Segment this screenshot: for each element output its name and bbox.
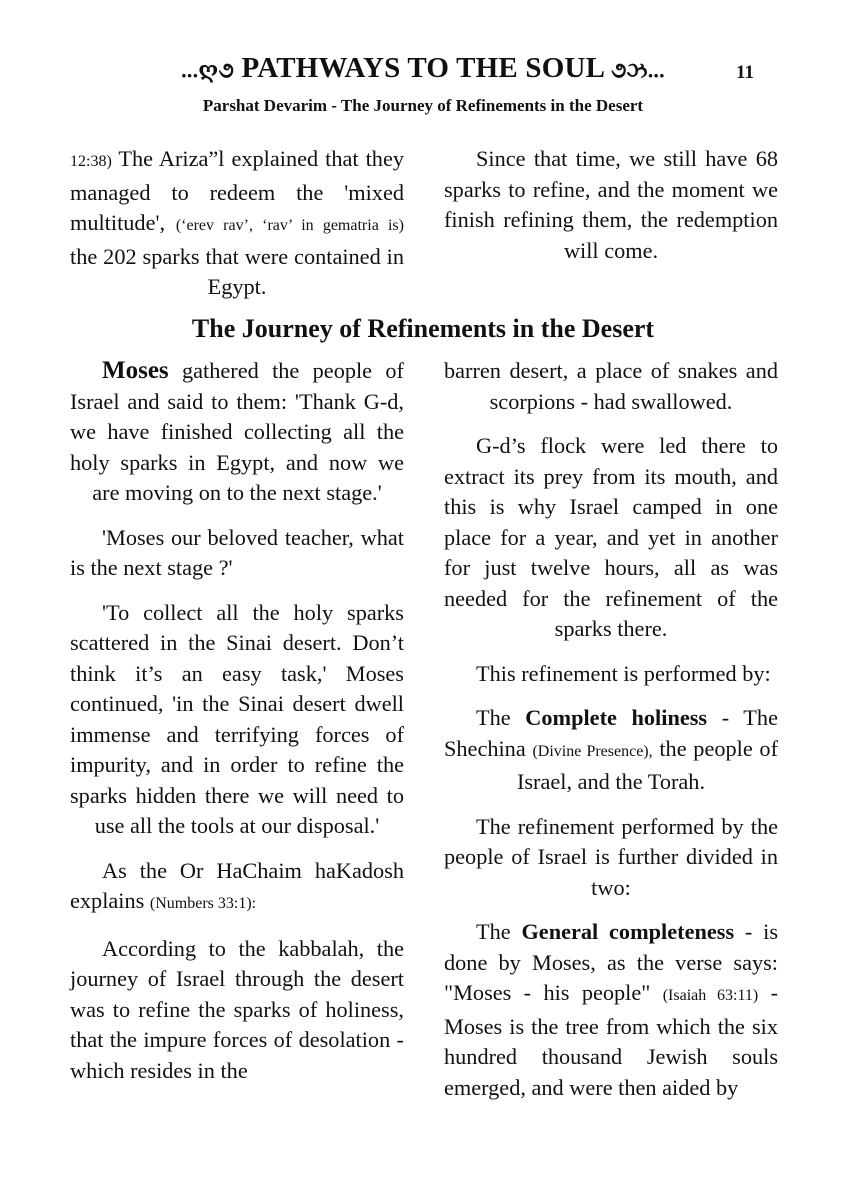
paragraph-5: According to the kabbalah, the journey of Israel through the desert was to refine the sparks of holiness, that the impure forces of desolation - which resides in the [70, 935, 404, 1083]
paragraph-2: 'Moses our beloved teacher, what is the next stage ?' [70, 524, 404, 580]
paragraph-7: This refinement is performed by: [476, 660, 771, 686]
paragraph-3: 'To collect all the holy sparks scattered in the Sinai desert. Don’t think it’s an easy task,' Moses continued, 'in the Sinai desert dwell immense and terrifying forces of impurity, and in order to refine the sparks hidden there we will need to use all the tools at our disposal.' [70, 599, 404, 838]
running-header [0, 52, 846, 85]
intro-left-paragraph [70, 144, 404, 303]
paragraph-9: The refinement performed by the people of Israel is further divided in two: [444, 813, 778, 900]
paragraph-10-text-a: The [476, 919, 522, 944]
paragraph-4-text: As the Or HaChaim haKadosh explains [70, 857, 404, 913]
isaiah-reference: (Isaiah 63:11) [662, 987, 759, 1004]
intro-left-text-2: the 202 sparks that were contained in Egypt. [70, 243, 404, 299]
paragraph-6: G-d’s flock were led there to extract its prey from its mouth, and this is why Israel camped in one place for a year, and yet in another for just twelve hours, all as was needed for the refinement of the sparks there. [444, 433, 778, 641]
paragraph-1-text: gathered the people of Israel and said to them: 'Thank G-d, we have finished collecting all the holy sparks in Egypt, and now we are moving on to the next stage.' [70, 358, 404, 505]
paragraph-8-text-b: - The Shechina [444, 705, 778, 761]
gematria-note: (‘erev rav’, ‘rav’ in gematria is) [175, 217, 404, 234]
intro-right-paragraph: Since that time, we still have 68 sparks to refine, and the moment we finish refining them, the redemption will come. [444, 146, 778, 263]
paragraph-continued: barren desert, a place of snakes and scorpions - had swallowed. [444, 358, 778, 414]
book-title: PATHWAYS TO THE SOUL [241, 52, 604, 84]
right-column [444, 356, 778, 1117]
intro-left-column [70, 144, 404, 317]
chapter-subtitle: Parshat Devarim - The Journey of Refinements in the Desert [202, 96, 644, 115]
intro-left-text-1: The Ariza”l explained that they managed to redeem the 'mixed multitude', [70, 146, 404, 235]
paragraph-10-text-c: - Moses is the tree from which the six hundred thousand Jewish souls emerged, and were then aided by [444, 980, 778, 1100]
divine-presence-note: (Divine Presence), [532, 742, 653, 760]
paragraph-8-text-a: The [476, 705, 526, 730]
paragraph-10 [444, 917, 778, 1103]
left-column [70, 356, 404, 1100]
section-title: The Journey of Refinements in the Desert [191, 314, 655, 343]
lead-word: Moses [102, 357, 169, 384]
complete-holiness-term: Complete holiness [525, 705, 708, 730]
intro-right-column [444, 144, 778, 280]
page-number: 11 [736, 62, 754, 83]
paragraph-10-text-b: - is done by Moses, as the verse says: "Moses - his people" [444, 919, 779, 1005]
general-completeness-term: General completeness [521, 919, 735, 944]
verse-reference: 12:38) [70, 153, 112, 170]
paragraph-8 [444, 703, 778, 798]
ornament-left: ...ღ૭ [181, 57, 235, 83]
paragraph-1 [70, 356, 404, 509]
paragraph-4 [70, 856, 404, 920]
ornament-right: ૭ઝ... [611, 57, 665, 83]
paragraph-8-text-c: the people of Israel, and the Torah. [516, 735, 779, 794]
numbers-reference: (Numbers 33:1): [149, 895, 257, 912]
